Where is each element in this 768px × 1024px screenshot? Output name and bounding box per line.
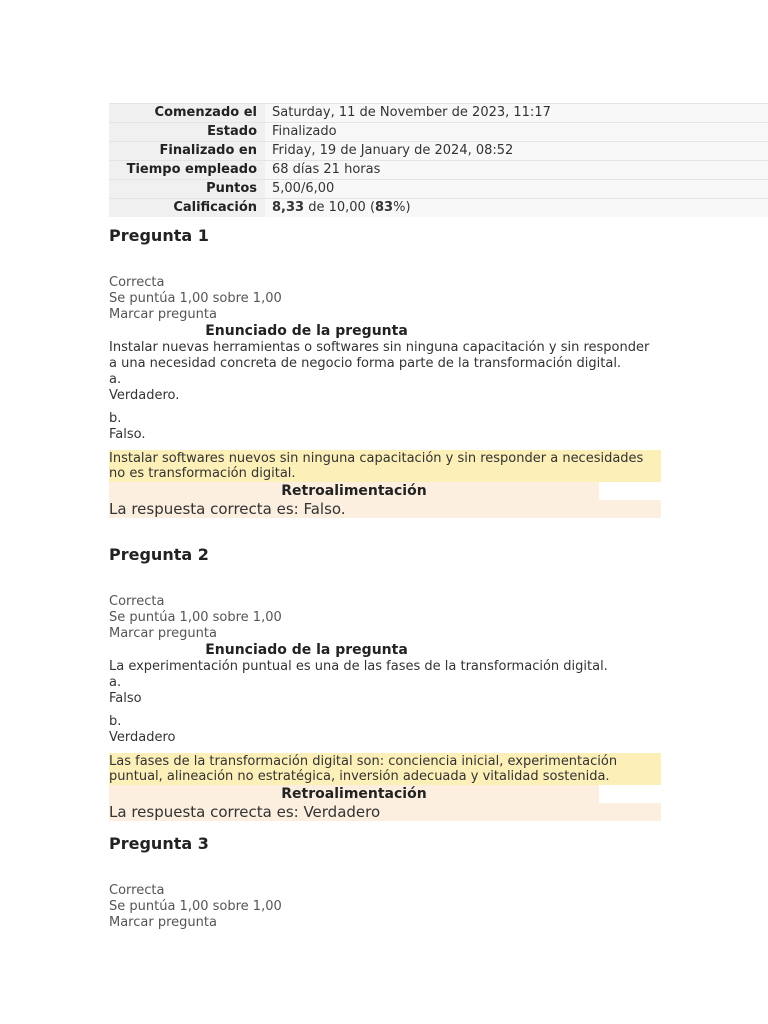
summary-value (265, 199, 768, 218)
question-state: Correcta (109, 275, 165, 290)
question-title: Pregunta 3 (109, 834, 209, 853)
answer-option-a[interactable] (109, 372, 661, 404)
question-text: La experimentación puntual es una de las fases de la transformación digital. (109, 659, 608, 674)
question-title: Pregunta 2 (109, 545, 209, 564)
option-letter: b. (109, 714, 122, 729)
question-info (109, 594, 661, 642)
option-text: Verdadero (109, 730, 176, 745)
summary-row-started (109, 104, 768, 123)
answer-option-b[interactable] (109, 714, 661, 746)
flag-question-link[interactable]: Marcar pregunta (109, 915, 217, 930)
flag-question-link[interactable]: Marcar pregunta (109, 307, 217, 322)
summary-row-time-taken (109, 161, 768, 180)
answer-options (109, 372, 661, 443)
answer-option-a[interactable] (109, 675, 661, 707)
option-text: Verdadero. (109, 388, 180, 403)
summary-row-points (109, 180, 768, 199)
right-answer: La respuesta correcta es: Verdadero (109, 803, 661, 821)
question-state: Correcta (109, 594, 165, 609)
question-state: Correcta (109, 883, 165, 898)
feedback-heading: Retroalimentación (109, 785, 599, 803)
summary-value: 68 días 21 horas (265, 161, 768, 180)
summary-row-state (109, 123, 768, 142)
question-prompt-heading: Enunciado de la pregunta (205, 642, 408, 658)
feedback-heading: Retroalimentación (109, 482, 599, 500)
option-letter: b. (109, 411, 122, 426)
flag-question-link[interactable]: Marcar pregunta (109, 626, 217, 641)
summary-value: Friday, 19 de January de 2024, 08:52 (265, 142, 768, 161)
option-text: Falso. (109, 427, 146, 442)
question-title: Pregunta 1 (109, 226, 209, 245)
question-3 (109, 833, 661, 931)
grade-value: 8,33 (272, 200, 305, 215)
summary-value: Saturday, 11 de November de 2023, 11:17 (265, 104, 768, 123)
question-prompt-heading: Enunciado de la pregunta (205, 323, 408, 339)
option-text: Falso (109, 691, 142, 706)
answer-options (109, 675, 661, 746)
grade-percent: 83 (375, 200, 394, 215)
right-answer: La respuesta correcta es: Falso. (109, 500, 661, 518)
specific-feedback: Instalar softwares nuevos sin ninguna capacitación y sin responder a necesidades no es transformación digital. (109, 450, 661, 482)
specific-feedback: Las fases de la transformación digital son: conciencia inicial, experimentación puntual, alineación no estratégica, inversión adecuada y vitalidad sostenida. (109, 753, 661, 785)
question-2 (109, 544, 661, 821)
summary-value: 5,00/6,00 (265, 180, 768, 199)
summary-label: Tiempo empleado (109, 161, 265, 180)
option-letter: a. (109, 675, 122, 690)
summary-label: Finalizado en (109, 142, 265, 161)
question-grade: Se puntúa 1,00 sobre 1,00 (109, 610, 282, 625)
answer-option-b[interactable] (109, 411, 661, 443)
question-info (109, 883, 661, 931)
grade-suffix: %) (393, 200, 411, 215)
summary-row-grade (109, 199, 768, 218)
question-info (109, 275, 661, 323)
summary-label: Puntos (109, 180, 265, 199)
question-grade: Se puntúa 1,00 sobre 1,00 (109, 291, 282, 306)
question-grade: Se puntúa 1,00 sobre 1,00 (109, 899, 282, 914)
grade-of: de 10,00 ( (304, 200, 376, 215)
summary-label: Calificación (109, 199, 265, 218)
summary-label: Estado (109, 123, 265, 142)
option-letter: a. (109, 372, 122, 387)
question-1 (109, 225, 661, 518)
summary-label: Comenzado el (109, 104, 265, 123)
summary-row-finished (109, 142, 768, 161)
question-text: Instalar nuevas herramientas o softwares sin ninguna capacitación y sin responder a una necesidad concreta de negocio forma parte de la transformación digital. (109, 340, 650, 371)
summary-value: Finalizado (265, 123, 768, 142)
attempt-summary-table (109, 103, 768, 217)
